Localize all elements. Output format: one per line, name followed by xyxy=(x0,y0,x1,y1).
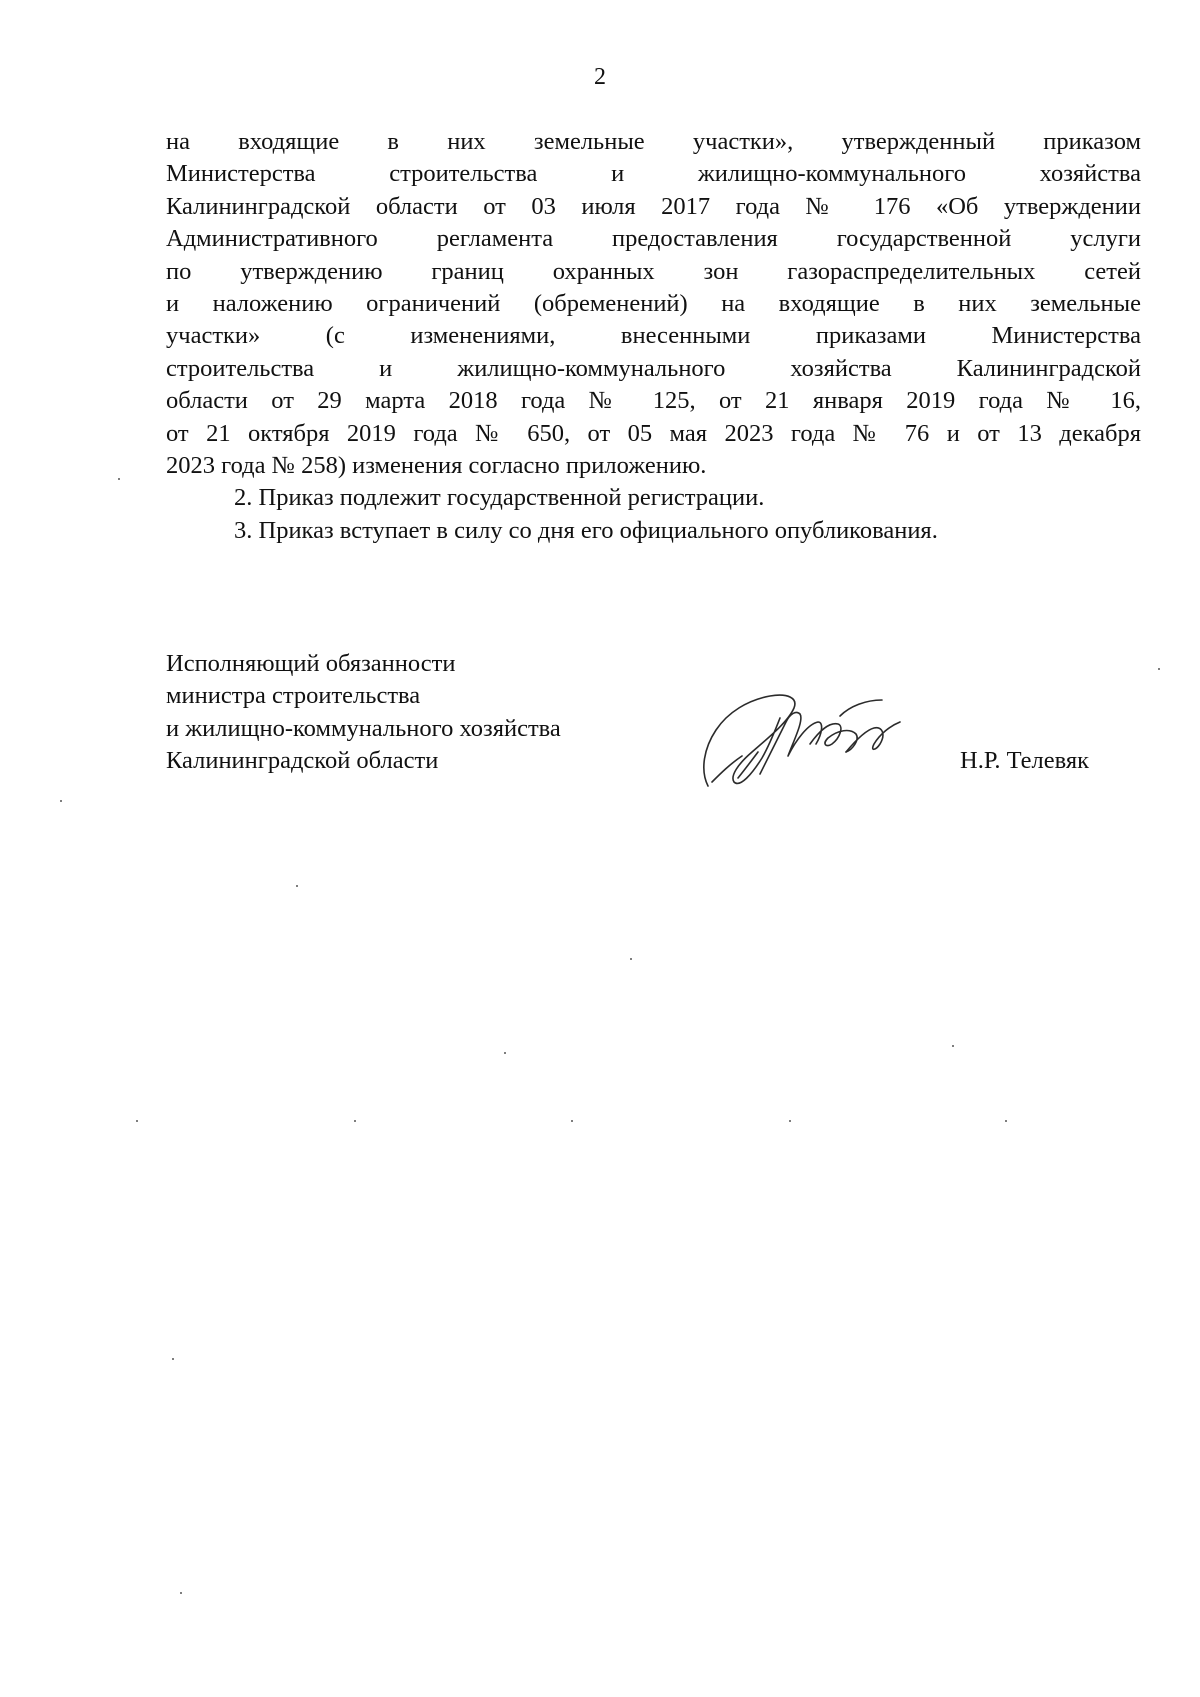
scan-speck xyxy=(172,1358,174,1360)
scan-speck xyxy=(180,1592,182,1594)
scan-speck xyxy=(630,958,632,960)
body-line: Министерства строительства и жилищно-коммунального хозяйства xyxy=(166,160,1141,188)
body-line: области от 29 марта 2018 года № 125, от 21 января 2019 года № 16, xyxy=(166,387,1141,415)
signatory-position xyxy=(166,648,561,778)
handwritten-signature xyxy=(690,678,915,798)
order-item-effective-date: 3. Приказ вступает в силу со дня его официального опубликования. xyxy=(234,516,938,544)
position-line: министра строительства xyxy=(166,682,421,710)
body-line: и наложению ограничений (обременений) на входящие в них земельные xyxy=(166,289,1141,317)
scan-speck xyxy=(571,1120,573,1122)
scan-speck xyxy=(296,885,298,887)
scan-speck xyxy=(789,1120,791,1122)
position-line: Исполняющий обязанности xyxy=(166,650,456,677)
body-line: Калининградской области от 03 июля 2017 года № 176 «Об утверждении xyxy=(166,192,1141,220)
body-line: участки» (с изменениями, внесенными приказами Министерства xyxy=(166,322,1141,350)
scan-speck xyxy=(952,1045,954,1047)
position-line: и жилищно-коммунального хозяйства xyxy=(166,714,561,742)
body-line: 2023 года № 258) изменения согласно приложению. xyxy=(166,451,707,479)
scan-speck xyxy=(118,478,120,480)
scan-speck xyxy=(136,1120,138,1122)
order-item-registration: 2. Приказ подлежит государственной регистрации. xyxy=(234,484,765,512)
scan-speck xyxy=(504,1052,506,1054)
body-line: на входящие в них земельные участки», утвержденный приказом xyxy=(166,128,1141,155)
signer-name: Н.Р. Телевяк xyxy=(960,747,1090,774)
body-line: строительства и жилищно-коммунального хозяйства Калининградской xyxy=(166,354,1141,382)
scan-speck xyxy=(1158,668,1160,670)
page-number: 2 xyxy=(594,64,606,90)
body-line: по утверждению границ охранных зон газораспределительных сетей xyxy=(166,257,1141,285)
position-line: Калининградской области xyxy=(166,747,439,775)
scan-speck xyxy=(60,800,62,802)
body-line: от 21 октября 2019 года № 650, от 05 мая 2023 года № 76 и от 13 декабря xyxy=(166,419,1141,447)
order-body-text xyxy=(166,126,1141,547)
scan-speck xyxy=(354,1120,356,1122)
body-line: Административного регламента предоставления государственной услуги xyxy=(166,225,1141,253)
scan-speck xyxy=(1005,1120,1007,1122)
